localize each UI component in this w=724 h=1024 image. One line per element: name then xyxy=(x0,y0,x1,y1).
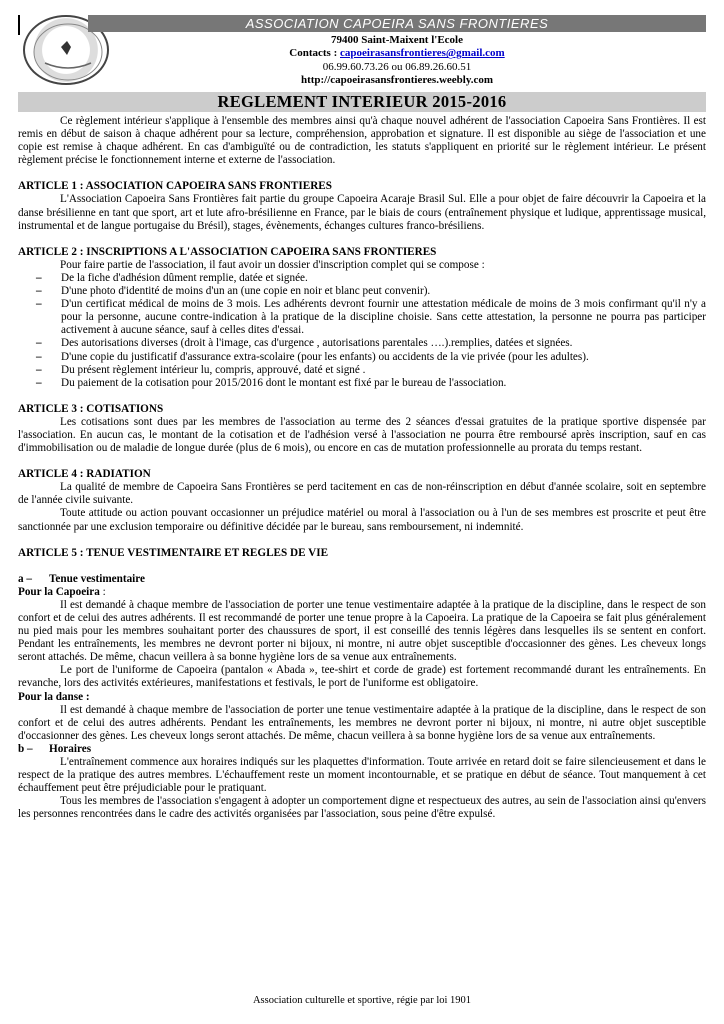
capoeira-text-1: Il est demandé à chaque membre de l'association de porter une tenue vestimentaire adaptée à la pratique de la discipline, dans le respect de son confort et de celui des autres adhérents. Il est recommandé de porter une tenue propre à la Capoeira. La pratique de la Capoeira se fait plus généralement nu pied mais pour les membres souhaitant porter des chaussures de sport, il est conseillé des tennis légères dans lesquelles ils se sentent en confort. Pendant les entraînements, les membres ne devront porter ni bijoux, ni montre, ni autre objet susceptible d'occasionner des gènes. Les cheveux longs seront attachés. De même, chacun veillera à sa bonne hygiène lors de sa venue aux entraînements. xyxy=(18,598,706,664)
section-b-letter: b – xyxy=(18,742,33,755)
capoeira-subheading xyxy=(18,586,706,599)
article-4-heading: ARTICLE 4 : RADIATION xyxy=(18,468,151,481)
email-link[interactable]: capoeirasansfrontieres@gmail.com xyxy=(340,47,505,60)
list-item: – D'une photo d'identité de moins d'un an (une copie en noir et blanc peut convenir). xyxy=(18,285,706,298)
section-a-heading xyxy=(18,573,706,586)
article-1-heading: ARTICLE 1 : ASSOCIATION CAPOEIRA SANS FRONTIERES xyxy=(18,180,332,193)
list-item: – Du paiement de la cotisation pour 2015/2016 dont le montant est fixé par le bureau de l'association. xyxy=(18,377,706,390)
document-body xyxy=(18,115,706,822)
contact-block xyxy=(88,34,706,87)
article-3-text: Les cotisations sont dues par les membres de l'association au terme des 2 séances d'essai gratuites de la pratique sportive dispensée par l'association. En aucun cas, le montant de la cotisation et de l'adhésion versé à l'association ne pourra être remboursé après inscription, sauf en cas d'immobilisation ou de maladie de longue durée (plus de 6 mois), ou encore en cas de mutation professionnelle au prorata du temps restant. xyxy=(18,415,706,455)
danse-text: Il est demandé à chaque membre de l'association de porter une tenue vestimentaire adaptée à la pratique de la discipline, dans le respect de son confort et de celui des autres adhérents. Pendant les entraînements, les membres ne devront porter ni bijoux, ni montre, ni autre objet susceptible d'occasionner des gènes. Les cheveux longs seront attachés. De même, chacun veillera à sa bonne hygiène lors de sa venue aux entraînements. xyxy=(18,703,706,742)
horaires-text-2: Tous les membres de l'association s'engagent à adopter un comportement digne et respectueux des autres, au sein de l'association ainsi qu'envers les personnes rencontrées dans le cadre des activités organisées par l'association, sous peine d'être expulsé. xyxy=(18,795,706,821)
article-5-heading: ARTICLE 5 : TENUE VESTIMENTAIRE ET REGLES DE VIE xyxy=(18,546,329,559)
page-footer: Association culturelle et sportive, régie par loi 1901 xyxy=(252,995,472,1006)
article-4-text-1: La qualité de membre de Capoeira Sans Frontières se perd tacitement en cas de non-réinscription en début d'année scolaire, soit en septembre de l'année civile suivante. xyxy=(18,481,706,507)
list-item: – Des autorisations diverses (droit à l'image, cas d'urgence , autorisations parentales ….).remplies, datées et signées. xyxy=(18,337,706,350)
horaires-text-1: L'entraînement commence aux horaires indiqués sur les plaquettes d'information. Toute arrivée en retard doit se faire silencieusement et dans le respect de la pratique des autres membres. L'échauffement reste un moment incontournable, et se pratique en début de séance. Tout manquement à cet échauffement peut être préjudiciable pour le pratiquant. xyxy=(18,756,706,795)
article-3-heading: ARTICLE 3 : COTISATIONS xyxy=(18,402,164,415)
phone-numbers: 06.99.60.73.26 ou 06.89.26.60.51 xyxy=(322,60,472,73)
contacts-line xyxy=(88,47,706,60)
header-rule xyxy=(18,15,20,35)
article-2-list xyxy=(18,272,706,390)
list-item: – Du présent règlement intérieur lu, compris, approuvé, daté et signé . xyxy=(18,364,706,377)
contacts-label: Contacts : xyxy=(289,47,340,60)
article-4-text-2: Toute attitude ou action pouvant occasionner un préjudice matériel ou moral à l'association ou à l'un de ses membres est proscrite et peut être sanctionnée par une exclusion temporaire ou définitive décidée par le bureau, sans remboursement, ni indemnité. xyxy=(18,507,706,533)
address: 79400 Saint-Maixent l'Ecole xyxy=(331,34,463,46)
document-title: REGLEMENT INTERIEUR 2015-2016 xyxy=(18,92,706,112)
section-b-title: Horaires xyxy=(49,742,92,755)
list-item: – D'un certificat médical de moins de 3 mois. Les adhérents devront fournir une attestation médicale de moins de 3 mois confirmant qu'il n'y a pour la personne, aucune contre-indication à la pratique de la discipline choisie. Sans cette attestation, la personne ne pourra pas participer activement à aucune séance, sauf à celles dites d'essai. xyxy=(18,298,706,337)
danse-label: Pour la danse : xyxy=(18,690,90,703)
intro-paragraph: Ce règlement intérieur s'applique à l'ensemble des membres ainsi qu'à chaque nouvel adhérent de l'association Capoeira Sans Frontières. Il est remis en début de saison à chaque adhérent pour sa lecture, compréhension, approbation et signature. Il est disponible au siège de l'association et une copie est remise à chaque adhérent. En cas d'ambiguïté ou de contradiction, les statuts s'appliquent en priorité sur le règlement intérieur. Le présent règlement précise le fonctionnement interne et externe de l'association. xyxy=(18,115,706,167)
article-2-lead: Pour faire partie de l'association, il faut avoir un dossier d'inscription complet qui se compose : xyxy=(60,258,485,271)
danse-subheading xyxy=(18,691,706,704)
section-a-title: Tenue vestimentaire xyxy=(49,572,146,585)
association-banner: ASSOCIATION CAPOEIRA SANS FRONTIERES xyxy=(88,15,706,32)
section-a-letter: a – xyxy=(18,572,32,585)
list-item: – D'une copie du justificatif d'assurance extra-scolaire (pour les enfants) ou accidents de la vie privée (pour les adultes). xyxy=(18,351,706,364)
list-item: – De la fiche d'adhésion dûment remplie, datée et signée. xyxy=(18,272,706,285)
section-b-heading xyxy=(18,743,706,756)
article-1-text: L'Association Capoeira Sans Frontières fait partie du groupe Capoeira Acaraje Brasil Sul. Elle a pour objet de faire découvrir la Capoeira et la danse brésilienne en tant que sport, art et lute afro-brésilienne en France, par le biais de cours (entraînement physique et ludique, apprentissage musical, instrumental et de langue portugaise du Brésil), stages, évènements, échanges cultures franco-brésiliens. xyxy=(18,193,706,232)
capoeira-text-2: Le port de l'uniforme de Capoeira (pantalon « Abada », tee-shirt et corde de grade) est fortement recommandé durant les entraînements. En revanche, lors des activités extérieures, manifestations et festivals, le port de l'uniforme est obligatoire. xyxy=(18,664,706,690)
website-link[interactable]: http://capoeirasansfrontieres.weebly.com xyxy=(300,73,494,86)
capoeira-label: Pour la Capoeira xyxy=(18,585,100,598)
article-2-heading: ARTICLE 2 : INSCRIPTIONS A L'ASSOCIATION CAPOEIRA SANS FRONTIERES xyxy=(18,245,437,258)
capoeira-colon: : xyxy=(99,585,106,598)
